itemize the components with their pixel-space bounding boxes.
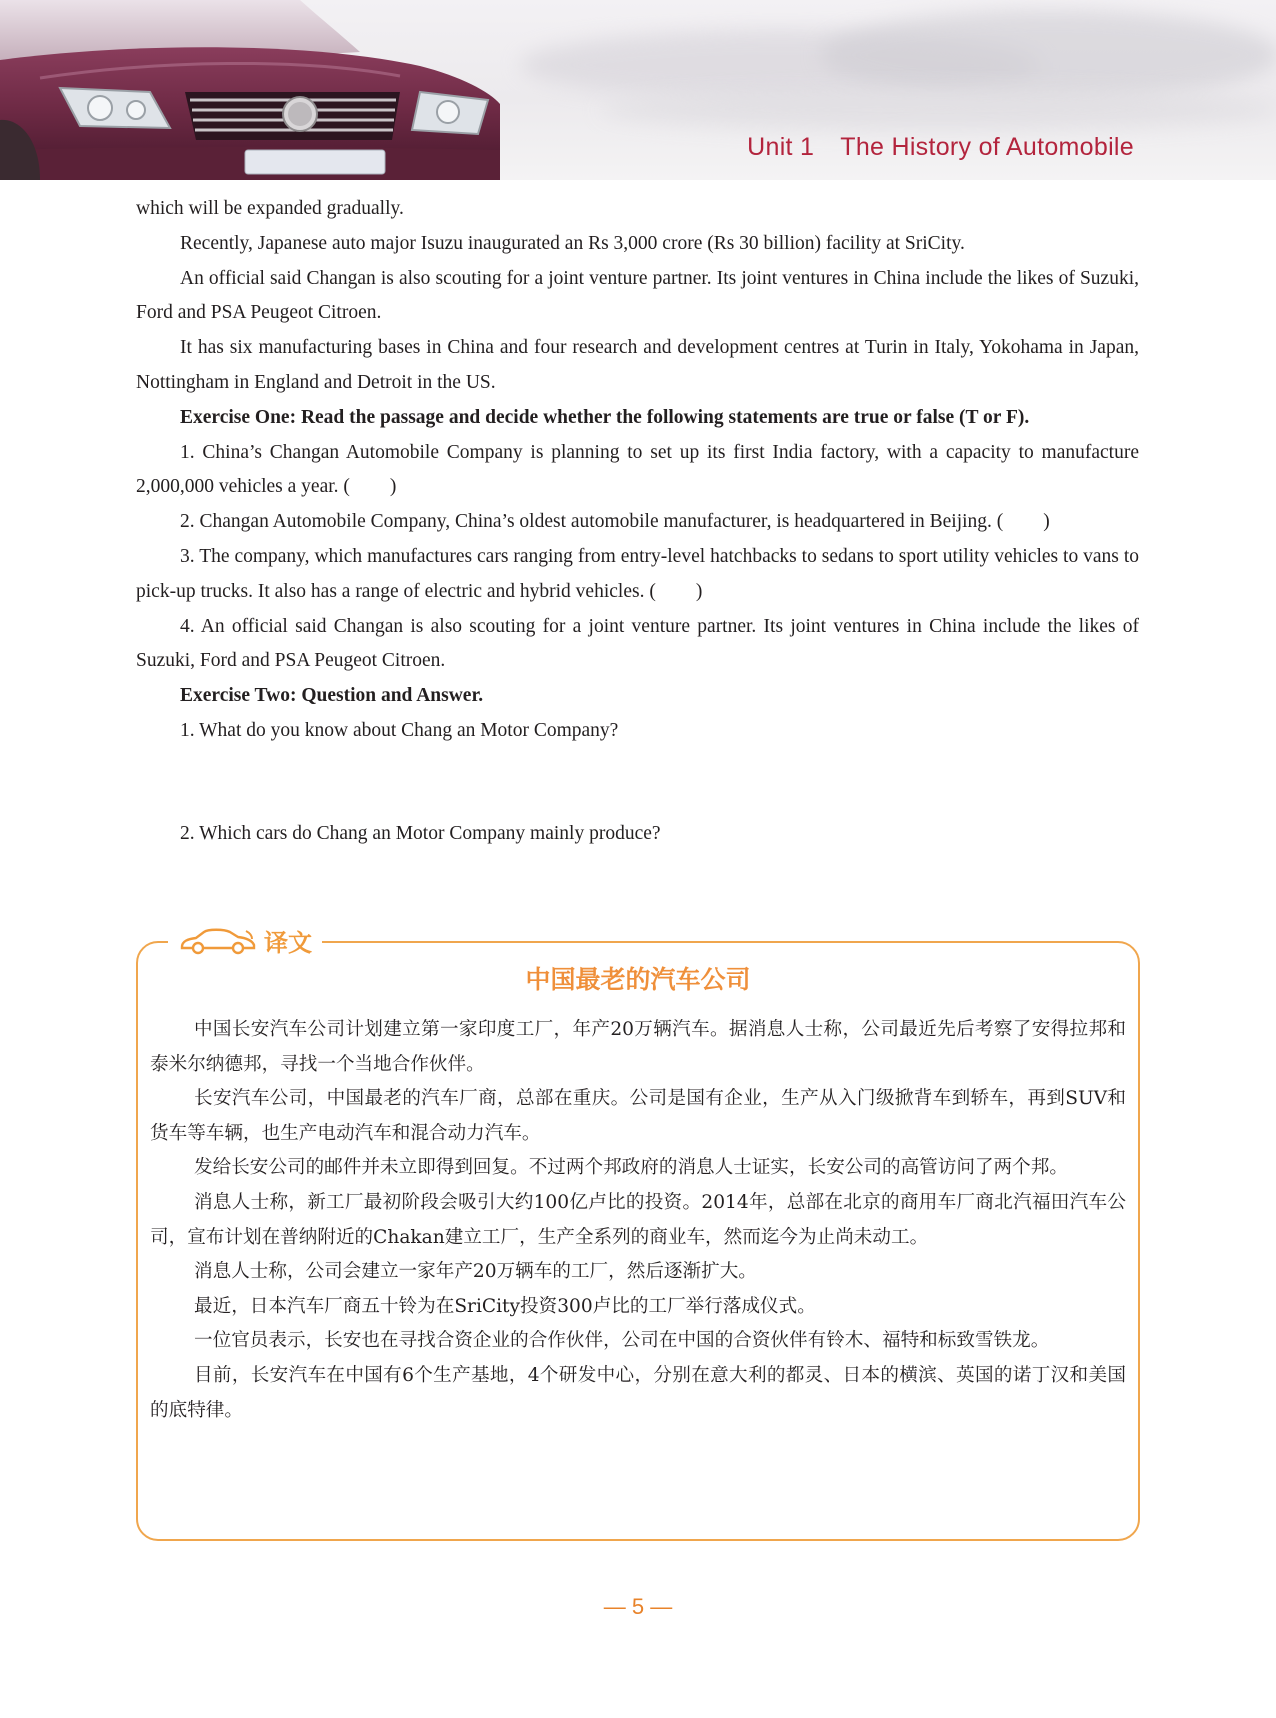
paren-close: ) <box>389 476 397 498</box>
question-1: 1. What do you know about Chang an Motor Company? <box>180 719 619 741</box>
translation-paragraph: 中国长安汽车公司计划建立第一家印度工厂，年产20万辆汽车。据消息人士称，公司最近先后考察了安得拉邦和泰米尔纳德邦，寻找一个当地合作伙伴。 <box>150 1019 1126 1075</box>
exercise-two-heading: Exercise Two: Question and Answer. <box>180 685 484 707</box>
paren-close: ) <box>695 580 703 602</box>
statement-text: 4. An official said Changan is also scouting for a joint venture partner. Its joint ventures in China include the likes of Suzuki, Ford and PSA Peugeot Citroen. <box>136 615 1139 672</box>
translation-paragraph: 消息人士称，公司会建立一家年产20万辆车的工厂，然后逐渐扩大。 <box>194 1261 757 1283</box>
page-number: — 5 — <box>603 1594 673 1619</box>
translation-body <box>150 1013 1126 1428</box>
translation-paragraph: 最近，日本汽车厂商五十铃为在SriCity投资300卢比的工厂举行落成仪式。 <box>194 1295 816 1317</box>
translation-paragraph: 目前，长安汽车在中国有6个生产基地，4个研发中心，分别在意大利的都灵、日本的横滨、英国的诺丁汉和美国的底特律。 <box>150 1364 1126 1421</box>
passage-paragraph: An official said Changan is also scouting for a joint venture partner. Its joint ventures in China include the likes of Suzuki, Ford and PSA Peugeot Citroen. <box>136 267 1139 324</box>
passage-paragraph: which will be expanded gradually. <box>136 198 404 219</box>
unit-title <box>747 133 1134 162</box>
exercise-one-item <box>136 505 1139 540</box>
translation-paragraph: 长安汽车公司，中国最老的汽车厂商，总部在重庆。公司是国有企业，生产从入门级掀背车到轿车，再到SUV和货车等车辆，也生产电动汽车和混合动力汽车。 <box>150 1088 1126 1144</box>
statement-text: 1. China’s Changan Automobile Company is planning to set up its first India factory, with a capacity to manufacture 2,000,000 vehicles a year. ( <box>136 441 1139 498</box>
translation-paragraph: 消息人士称，新工厂最初阶段会吸引大约100亿卢比的投资。2014年，总部在北京的商用车厂商北汽福田汽车公司，宣布计划在普纳附近的Chakan建立工厂，生产全系列的商业车，然而迄今为止尚未动工。 <box>150 1191 1126 1248</box>
translation-label-text: 译文 <box>264 928 312 957</box>
question-2: 2. Which cars do Chang an Motor Company mainly produce? <box>180 822 661 844</box>
translation-label <box>168 922 322 958</box>
statement-text: 2. Changan Automobile Company, China’s oldest automobile manufacturer, is headquartered in Beijing. ( <box>180 511 1004 533</box>
answer-space[interactable] <box>136 749 1139 817</box>
exercise-one-heading: Exercise One: Read the passage and decide whether the following statements are true or false (T or F). <box>180 406 1030 428</box>
car-illustration <box>0 0 520 180</box>
exercise-one-item <box>136 436 1139 506</box>
translation-paragraph: 发给长安公司的邮件并未立即得到回复。不过两个邦政府的消息人士证实，长安公司的高管访问了两个邦。 <box>194 1157 1068 1179</box>
passage-paragraph: It has six manufacturing bases in China and four research and development centres at Turin in Italy, Yokohama in Japan, Nottingham in England and Detroit in the US. <box>136 337 1139 393</box>
unit-name: The History of Automobile <box>840 133 1134 161</box>
header-banner <box>0 0 1276 180</box>
exercise-one-item <box>136 610 1139 680</box>
passage-paragraph: Recently, Japanese auto major Isuzu inaugurated an Rs 3,000 crore (Rs 30 billion) facility at SriCity. <box>180 232 965 254</box>
english-content <box>136 192 1139 852</box>
unit-number: Unit 1 <box>747 133 815 161</box>
statement-text: 3. The company, which manufactures cars ranging from entry-level hatchbacks to sedans to sport utility vehicles to vans to pick-up trucks. It also has a range of electric and hybrid vehicles. ( <box>136 545 1139 602</box>
paren-close: ) <box>1043 511 1050 533</box>
translation-title: 中国最老的汽车公司 <box>525 965 751 994</box>
translation-paragraph: 一位官员表示，长安也在寻找合资企业的合作伙伴，公司在中国的合资伙伴有铃木、福特和标致雪铁龙。 <box>194 1330 1050 1352</box>
car-outline-icon <box>178 925 258 955</box>
exercise-one-item <box>136 540 1139 610</box>
